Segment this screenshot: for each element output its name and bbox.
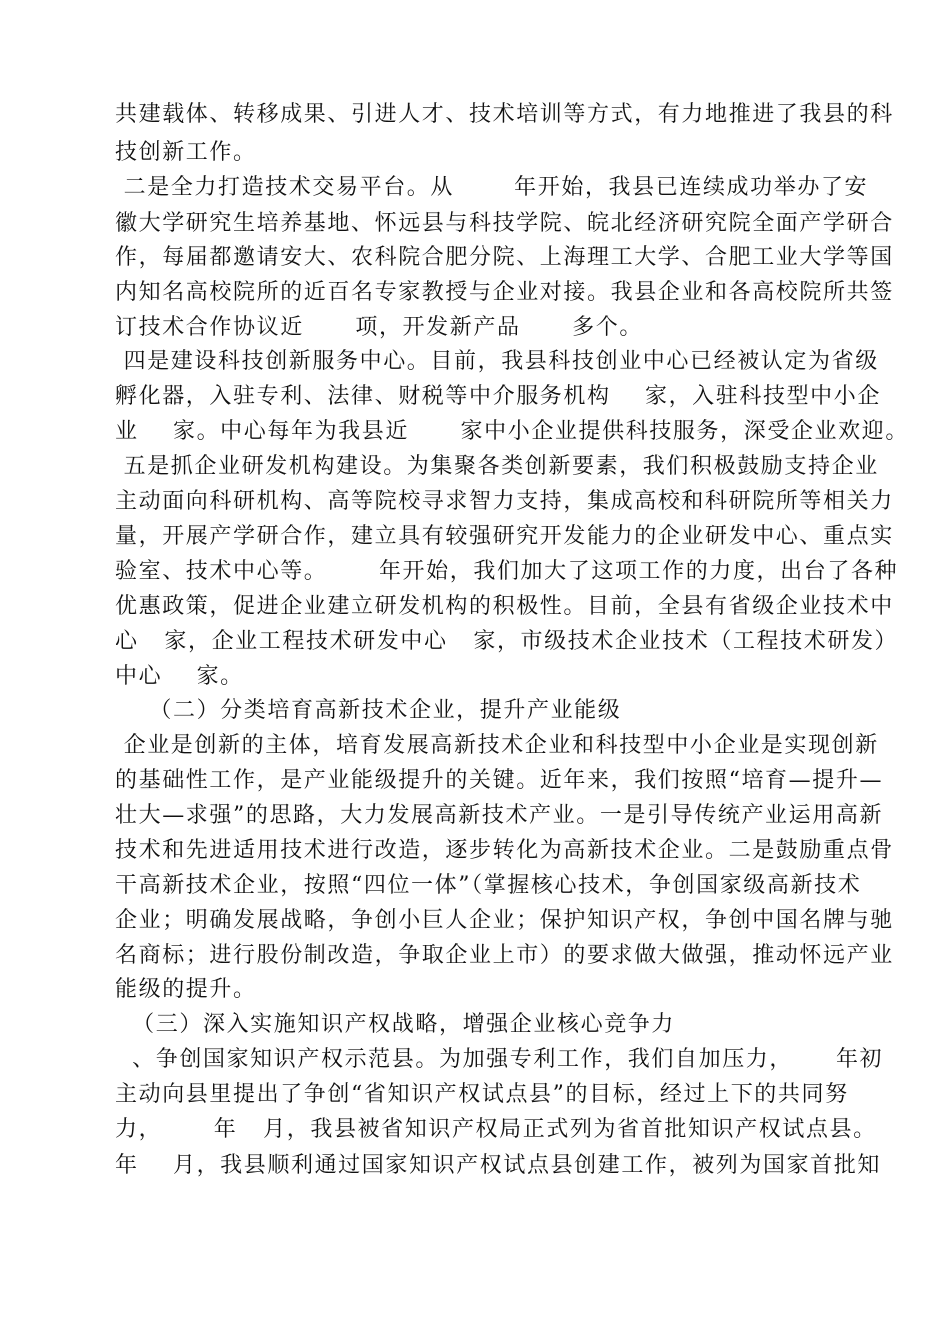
text-line: 企业；明确发展战略，争创小巨人企业；保护知识产权，争创中国名牌与驰: [115, 908, 894, 933]
text-line: 订技术合作协议近 项，开发新产品 多个。: [115, 315, 643, 340]
text-line: 共建载体、转移成果、引进人才、技术培训等方式，有力地推进了我县的科: [115, 102, 894, 127]
text-line: 孵化器，入驻专利、法律、财税等中介服务机构 家，入驻科技型中小企: [115, 384, 881, 409]
section-heading: （三）深入实施知识产权战略，增强企业核心竞争力: [115, 1012, 675, 1037]
text-line: 主动向县里提出了争创“省知识产权试点县”的目标，经过上下的共同努: [115, 1082, 849, 1107]
text-line: 中心 家。: [115, 664, 244, 689]
text-line: 主动面向科研机构、高等院校寻求智力支持，集成高校和科研院所等相关力: [115, 489, 894, 514]
text-line: 优惠政策，促进企业建立研发机构的积极性。目前，全县有省级企业技术中: [115, 594, 894, 619]
text-line: 四是建设科技创新服务中心。目前，我县科技创业中心已经被认定为省级: [115, 349, 879, 374]
text-line: 业 家。中心每年为我县近 家中小企业提供科技服务，深受企业欢迎。: [115, 419, 909, 444]
text-line: 技术和先进适用技术进行改造，逐步转化为高新技术企业。二是鼓励重点骨: [115, 838, 894, 863]
text-line: 壮大—求强”的思路，大力发展高新技术产业。一是引导传统产业运用高新: [115, 803, 884, 828]
text-line: 名商标；进行股份制改造，争取企业上市）的要求做大做强，推动怀远产业: [115, 943, 894, 968]
text-line: 的基础性工作，是产业能级提升的关键。近年来，我们按照“培育—提升—: [115, 768, 884, 793]
text-line: 心 家，企业工程技术研发中心 家，市级技术企业技术（工程技术研发）: [115, 629, 899, 654]
text-line: 技创新工作。: [115, 140, 257, 165]
text-line: 验室、技术中心等。 年开始，我们加大了这项工作的力度，出台了各种: [115, 559, 899, 584]
text-line: 、争创国家知识产权示范县。为加强专利工作，我们自加压力， 年初: [115, 1047, 884, 1072]
text-line: 五是抓企业研发机构建设。为集聚各类创新要素，我们积极鼓励支持企业: [115, 454, 879, 479]
text-line: 作，每届都邀请安大、农科院合肥分院、上海理工大学、合肥工业大学等国: [115, 245, 894, 270]
text-line: 干高新技术企业，按照“四位一体”（掌握核心技术，争创国家级高新技术: [115, 873, 862, 898]
text-line: 能级的提升。: [115, 977, 257, 1002]
text-line: 徽大学研究生培养基地、怀远县与科技学院、皖北经济研究院全面产学研合: [115, 211, 894, 236]
text-line: 量，开展产学研合作，建立具有较强研究开发能力的企业研发中心、重点实: [115, 524, 894, 549]
text-line: 年 月，我县顺利通过国家知识产权试点县创建工作，被列为国家首批知: [115, 1153, 881, 1178]
text-line: 内知名高校院所的近百名专家教授与企业对接。我县企业和各高校院所共签: [115, 280, 894, 305]
text-line: 企业是创新的主体，培育发展高新技术企业和科技型中小企业是实现创新: [115, 733, 879, 758]
text-line: 力， 年 月，我县被省知识产权局正式列为省首批知识产权试点县。: [115, 1117, 877, 1142]
section-heading: （二）分类培育高新技术企业，提升产业能级: [115, 698, 622, 723]
text-line: 二是全力打造技术交易平台。从 年开始，我县已连续成功举办了安: [115, 175, 869, 200]
